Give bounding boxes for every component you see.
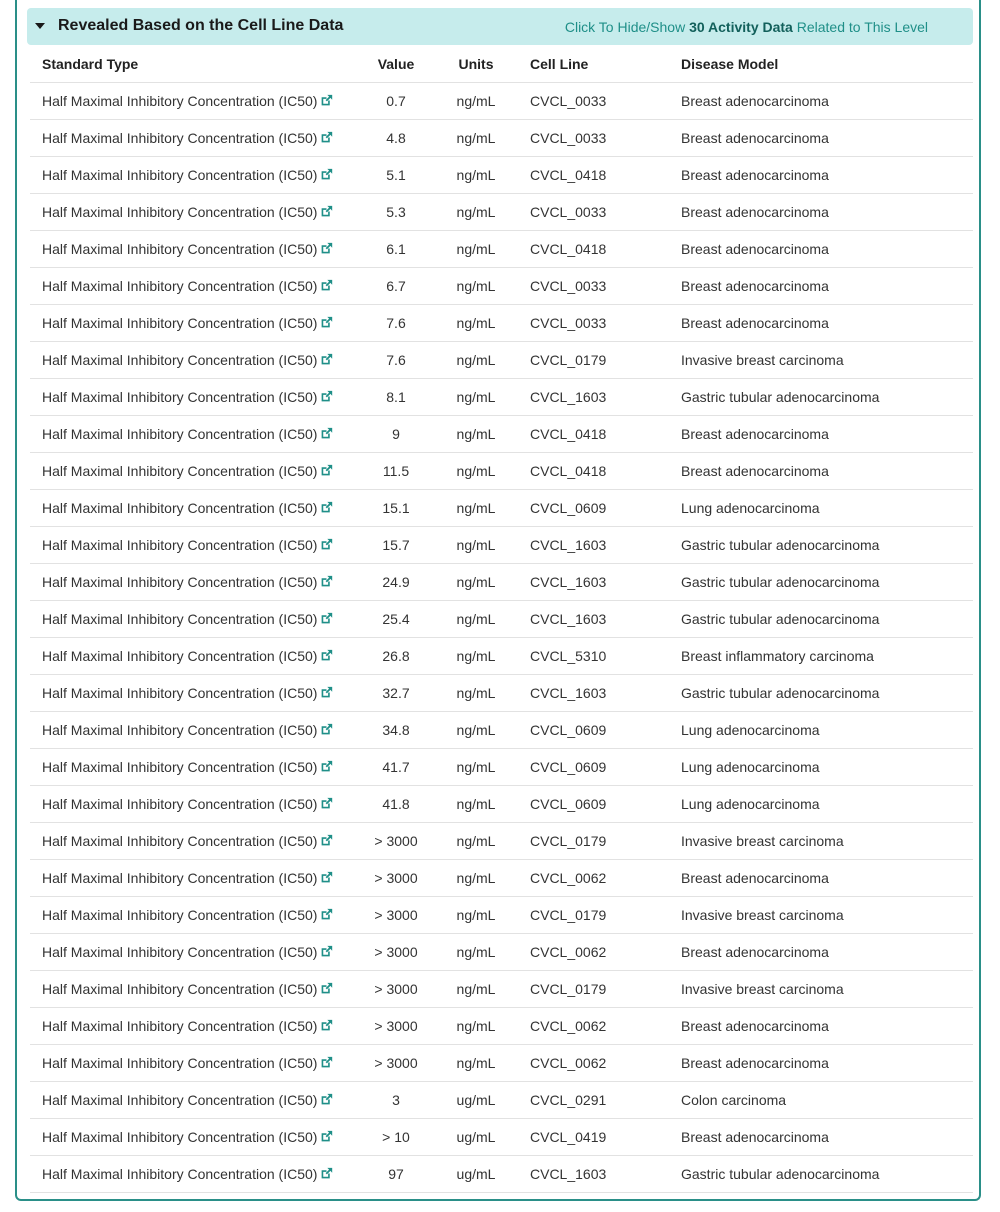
- cell-disease-model: Invasive breast carcinoma: [681, 971, 973, 1008]
- standard-type-link[interactable]: Half Maximal Inhibitory Concentration (IC50): [42, 277, 318, 294]
- cell-standard-type: [30, 453, 366, 490]
- table-header-row: [30, 45, 973, 83]
- external-link-icon[interactable]: [320, 797, 333, 813]
- external-link-icon[interactable]: [320, 205, 333, 221]
- external-link-icon[interactable]: [320, 649, 333, 665]
- cell-units: ng/mL: [426, 379, 526, 416]
- cell-standard-type: [30, 897, 366, 934]
- standard-type-link[interactable]: Half Maximal Inhibitory Concentration (IC50): [42, 499, 318, 516]
- cell-standard-type: [30, 490, 366, 527]
- cell-cell-line: CVCL_0609: [526, 749, 681, 786]
- table-row: [30, 1082, 973, 1119]
- standard-type-link[interactable]: Half Maximal Inhibitory Concentration (IC50): [42, 425, 318, 442]
- cell-disease-model: Breast adenocarcinoma: [681, 1045, 973, 1082]
- cell-disease-model: Gastric tubular adenocarcinoma: [681, 1156, 973, 1193]
- standard-type-link[interactable]: Half Maximal Inhibitory Concentration (IC50): [42, 314, 318, 331]
- cell-value: > 3000: [366, 971, 426, 1008]
- cell-standard-type: [30, 342, 366, 379]
- cell-cell-line: CVCL_0033: [526, 83, 681, 120]
- cell-value: 9: [366, 416, 426, 453]
- cell-disease-model: Breast adenocarcinoma: [681, 194, 973, 231]
- cell-units: ng/mL: [426, 194, 526, 231]
- section-title: Revealed Based on the Cell Line Data: [58, 17, 344, 34]
- header-cell-line: Cell Line: [526, 45, 681, 83]
- table-row: [30, 934, 973, 971]
- cell-standard-type: [30, 157, 366, 194]
- cell-disease-model: Colon carcinoma: [681, 1082, 973, 1119]
- toggle-count: 30 Activity Data: [689, 19, 793, 35]
- external-link-icon[interactable]: [320, 612, 333, 628]
- table-row: [30, 157, 973, 194]
- cell-units: ng/mL: [426, 1045, 526, 1082]
- cell-cell-line: CVCL_0418: [526, 231, 681, 268]
- cell-disease-model: Gastric tubular adenocarcinoma: [681, 379, 973, 416]
- cell-disease-model: Gastric tubular adenocarcinoma: [681, 564, 973, 601]
- table-row: [30, 490, 973, 527]
- activity-table: [30, 45, 973, 1193]
- cell-cell-line: CVCL_0062: [526, 1008, 681, 1045]
- cell-standard-type: [30, 231, 366, 268]
- external-link-icon[interactable]: [320, 131, 333, 147]
- table-row: [30, 231, 973, 268]
- cell-disease-model: Lung adenocarcinoma: [681, 490, 973, 527]
- cell-standard-type: [30, 1045, 366, 1082]
- cell-value: 5.1: [366, 157, 426, 194]
- table-row: [30, 749, 973, 786]
- cell-disease-model: Invasive breast carcinoma: [681, 897, 973, 934]
- cell-value: > 3000: [366, 1008, 426, 1045]
- external-link-icon[interactable]: [320, 871, 333, 887]
- standard-type-link[interactable]: Half Maximal Inhibitory Concentration (IC50): [42, 351, 318, 368]
- external-link-icon[interactable]: [320, 834, 333, 850]
- cell-cell-line: CVCL_0179: [526, 971, 681, 1008]
- cell-standard-type: [30, 305, 366, 342]
- cell-value: > 3000: [366, 860, 426, 897]
- external-link-icon[interactable]: [320, 1056, 333, 1072]
- cell-disease-model: Breast adenocarcinoma: [681, 1008, 973, 1045]
- cell-value: 41.7: [366, 749, 426, 786]
- table-row: [30, 527, 973, 564]
- external-link-icon[interactable]: [320, 464, 333, 480]
- cell-cell-line: CVCL_0418: [526, 157, 681, 194]
- table-row: [30, 379, 973, 416]
- cell-units: ng/mL: [426, 231, 526, 268]
- cell-disease-model: Breast inflammatory carcinoma: [681, 638, 973, 675]
- cell-units: ng/mL: [426, 675, 526, 712]
- header-disease-model: Disease Model: [681, 45, 973, 83]
- cell-cell-line: CVCL_1603: [526, 527, 681, 564]
- cell-cell-line: CVCL_0609: [526, 786, 681, 823]
- cell-standard-type: [30, 601, 366, 638]
- cell-cell-line: CVCL_0609: [526, 490, 681, 527]
- cell-units: ng/mL: [426, 712, 526, 749]
- cell-units: ng/mL: [426, 823, 526, 860]
- external-link-icon[interactable]: [320, 279, 333, 295]
- table-row: [30, 194, 973, 231]
- standard-type-link[interactable]: Half Maximal Inhibitory Concentration (IC50): [42, 832, 318, 849]
- standard-type-link[interactable]: Half Maximal Inhibitory Concentration (IC50): [42, 610, 318, 627]
- standard-type-link[interactable]: Half Maximal Inhibitory Concentration (IC50): [42, 166, 318, 183]
- cell-value: > 3000: [366, 823, 426, 860]
- cell-standard-type: [30, 194, 366, 231]
- cell-value: 34.8: [366, 712, 426, 749]
- table-row: [30, 1156, 973, 1193]
- cell-value: 7.6: [366, 342, 426, 379]
- cell-value: 41.8: [366, 786, 426, 823]
- cell-units: ng/mL: [426, 490, 526, 527]
- standard-type-link[interactable]: Half Maximal Inhibitory Concentration (IC50): [42, 721, 318, 738]
- cell-cell-line: CVCL_1603: [526, 379, 681, 416]
- table-row: [30, 638, 973, 675]
- cell-disease-model: Breast adenocarcinoma: [681, 157, 973, 194]
- cell-standard-type: [30, 638, 366, 675]
- table-row: [30, 1008, 973, 1045]
- external-link-icon[interactable]: [320, 1019, 333, 1035]
- cell-value: > 3000: [366, 934, 426, 971]
- cell-value: 8.1: [366, 379, 426, 416]
- cell-standard-type: [30, 934, 366, 971]
- cell-cell-line: CVCL_0609: [526, 712, 681, 749]
- cell-disease-model: Breast adenocarcinoma: [681, 120, 973, 157]
- cell-units: ng/mL: [426, 786, 526, 823]
- cell-units: ng/mL: [426, 416, 526, 453]
- cell-value: 25.4: [366, 601, 426, 638]
- external-link-icon[interactable]: [320, 501, 333, 517]
- table-row: [30, 860, 973, 897]
- cell-value: 0.7: [366, 83, 426, 120]
- cell-value: 3: [366, 1082, 426, 1119]
- external-link-icon[interactable]: [320, 945, 333, 961]
- external-link-icon[interactable]: [320, 982, 333, 998]
- cell-value: 26.8: [366, 638, 426, 675]
- cell-standard-type: [30, 823, 366, 860]
- standard-type-link[interactable]: Half Maximal Inhibitory Concentration (IC50): [42, 795, 318, 812]
- cell-units: ng/mL: [426, 157, 526, 194]
- standard-type-link[interactable]: Half Maximal Inhibitory Concentration (IC50): [42, 758, 318, 775]
- standard-type-link[interactable]: Half Maximal Inhibitory Concentration (IC50): [42, 906, 318, 923]
- cell-cell-line: CVCL_1603: [526, 1156, 681, 1193]
- cell-value: 32.7: [366, 675, 426, 712]
- cell-standard-type: [30, 1008, 366, 1045]
- standard-type-link[interactable]: Half Maximal Inhibitory Concentration (IC50): [42, 1054, 318, 1071]
- table-row: [30, 564, 973, 601]
- cell-standard-type: [30, 675, 366, 712]
- cell-units: ng/mL: [426, 83, 526, 120]
- external-link-icon[interactable]: [320, 353, 333, 369]
- table-row: [30, 453, 973, 490]
- cell-standard-type: [30, 749, 366, 786]
- cell-value: 7.6: [366, 305, 426, 342]
- cell-units: ug/mL: [426, 1119, 526, 1156]
- external-link-icon[interactable]: [320, 575, 333, 591]
- cell-value: > 10: [366, 1119, 426, 1156]
- table-row: [30, 823, 973, 860]
- table-body: [30, 83, 973, 1193]
- cell-disease-model: Lung adenocarcinoma: [681, 749, 973, 786]
- cell-cell-line: CVCL_0062: [526, 860, 681, 897]
- cell-cell-line: CVCL_0033: [526, 305, 681, 342]
- section-header[interactable]: [27, 8, 973, 45]
- toggle-suffix: Related to This Level: [792, 19, 928, 35]
- table-row: [30, 342, 973, 379]
- external-link-icon[interactable]: [320, 1130, 333, 1146]
- header-value: Value: [366, 45, 426, 83]
- standard-type-link[interactable]: Half Maximal Inhibitory Concentration (IC50): [42, 573, 318, 590]
- cell-standard-type: [30, 527, 366, 564]
- cell-value: 97: [366, 1156, 426, 1193]
- cell-disease-model: Invasive breast carcinoma: [681, 823, 973, 860]
- cell-units: ng/mL: [426, 601, 526, 638]
- standard-type-link[interactable]: Half Maximal Inhibitory Concentration (IC50): [42, 203, 318, 220]
- cell-standard-type: [30, 120, 366, 157]
- cell-units: ng/mL: [426, 749, 526, 786]
- cell-units: ng/mL: [426, 638, 526, 675]
- header-units: Units: [426, 45, 526, 83]
- cell-standard-type: [30, 1156, 366, 1193]
- header-standard-type: Standard Type: [30, 45, 366, 83]
- cell-cell-line: CVCL_0179: [526, 823, 681, 860]
- external-link-icon[interactable]: [320, 316, 333, 332]
- cell-value: 15.7: [366, 527, 426, 564]
- cell-value: 6.7: [366, 268, 426, 305]
- cell-units: ng/mL: [426, 564, 526, 601]
- table-row: [30, 971, 973, 1008]
- toggle-prefix: Click To Hide/Show: [564, 19, 690, 35]
- cell-units: ng/mL: [426, 897, 526, 934]
- cell-cell-line: CVCL_1603: [526, 601, 681, 638]
- table-row: [30, 83, 973, 120]
- standard-type-link[interactable]: Half Maximal Inhibitory Concentration (IC50): [42, 1017, 318, 1034]
- cell-standard-type: [30, 786, 366, 823]
- standard-type-link[interactable]: Half Maximal Inhibitory Concentration (IC50): [42, 129, 318, 146]
- standard-type-link[interactable]: Half Maximal Inhibitory Concentration (IC50): [42, 684, 318, 701]
- cell-disease-model: Breast adenocarcinoma: [681, 231, 973, 268]
- cell-units: ng/mL: [426, 860, 526, 897]
- external-link-icon[interactable]: [320, 242, 333, 258]
- cell-disease-model: Breast adenocarcinoma: [681, 83, 973, 120]
- standard-type-link[interactable]: Half Maximal Inhibitory Concentration (IC50): [42, 647, 318, 664]
- cell-units: ug/mL: [426, 1082, 526, 1119]
- external-link-icon[interactable]: [320, 94, 333, 110]
- cell-cell-line: CVCL_0291: [526, 1082, 681, 1119]
- cell-cell-line: CVCL_0179: [526, 342, 681, 379]
- table-row: [30, 1119, 973, 1156]
- cell-units: ng/mL: [426, 120, 526, 157]
- standard-type-link[interactable]: Half Maximal Inhibitory Concentration (IC50): [42, 462, 318, 479]
- external-link-icon[interactable]: [320, 1093, 333, 1109]
- cell-value: > 3000: [366, 1045, 426, 1082]
- cell-disease-model: Breast adenocarcinoma: [681, 453, 973, 490]
- cell-value: 24.9: [366, 564, 426, 601]
- cell-value: > 3000: [366, 897, 426, 934]
- cell-disease-model: Breast adenocarcinoma: [681, 1119, 973, 1156]
- cell-units: ng/mL: [426, 305, 526, 342]
- caret-down-icon[interactable]: [35, 23, 45, 29]
- cell-cell-line: CVCL_0179: [526, 897, 681, 934]
- cell-disease-model: Breast adenocarcinoma: [681, 416, 973, 453]
- cell-disease-model: Gastric tubular adenocarcinoma: [681, 601, 973, 638]
- cell-standard-type: [30, 712, 366, 749]
- cell-disease-model: Invasive breast carcinoma: [681, 342, 973, 379]
- cell-standard-type: [30, 1119, 366, 1156]
- cell-standard-type: [30, 971, 366, 1008]
- cell-units: ng/mL: [426, 527, 526, 564]
- cell-value: 4.8: [366, 120, 426, 157]
- standard-type-link[interactable]: Half Maximal Inhibitory Concentration (IC50): [42, 869, 318, 886]
- cell-units: ng/mL: [426, 971, 526, 1008]
- cell-cell-line: CVCL_0033: [526, 194, 681, 231]
- table-row: [30, 268, 973, 305]
- cell-disease-model: Gastric tubular adenocarcinoma: [681, 527, 973, 564]
- table-row: [30, 1045, 973, 1082]
- cell-standard-type: [30, 416, 366, 453]
- cell-standard-type: [30, 564, 366, 601]
- cell-cell-line: CVCL_0062: [526, 1045, 681, 1082]
- cell-cell-line: CVCL_1603: [526, 675, 681, 712]
- standard-type-link[interactable]: Half Maximal Inhibitory Concentration (IC50): [42, 92, 318, 109]
- cell-cell-line: CVCL_1603: [526, 564, 681, 601]
- cell-cell-line: CVCL_0418: [526, 453, 681, 490]
- cell-standard-type: [30, 860, 366, 897]
- cell-disease-model: Breast adenocarcinoma: [681, 934, 973, 971]
- table-row: [30, 712, 973, 749]
- external-link-icon[interactable]: [320, 427, 333, 443]
- cell-value: 5.3: [366, 194, 426, 231]
- table-row: [30, 120, 973, 157]
- table-row: [30, 786, 973, 823]
- cell-units: ng/mL: [426, 342, 526, 379]
- standard-type-link[interactable]: Half Maximal Inhibitory Concentration (IC50): [42, 1165, 318, 1182]
- external-link-icon[interactable]: [320, 538, 333, 554]
- standard-type-link[interactable]: Half Maximal Inhibitory Concentration (IC50): [42, 1091, 318, 1108]
- cell-disease-model: Lung adenocarcinoma: [681, 786, 973, 823]
- external-link-icon[interactable]: [320, 1167, 333, 1183]
- cell-disease-model: Breast adenocarcinoma: [681, 268, 973, 305]
- cell-value: 15.1: [366, 490, 426, 527]
- cell-units: ng/mL: [426, 453, 526, 490]
- cell-units: ng/mL: [426, 934, 526, 971]
- standard-type-link[interactable]: Half Maximal Inhibitory Concentration (IC50): [42, 388, 318, 405]
- cell-cell-line: CVCL_0418: [526, 416, 681, 453]
- cell-standard-type: [30, 268, 366, 305]
- external-link-icon[interactable]: [320, 168, 333, 184]
- toggle-activity-link[interactable]: [565, 19, 928, 35]
- cell-cell-line: CVCL_5310: [526, 638, 681, 675]
- external-link-icon[interactable]: [320, 686, 333, 702]
- cell-disease-model: Lung adenocarcinoma: [681, 712, 973, 749]
- external-link-icon[interactable]: [320, 390, 333, 406]
- table-row: [30, 897, 973, 934]
- cell-units: ng/mL: [426, 268, 526, 305]
- cell-standard-type: [30, 83, 366, 120]
- cell-value: 11.5: [366, 453, 426, 490]
- cell-disease-model: Gastric tubular adenocarcinoma: [681, 675, 973, 712]
- standard-type-link[interactable]: Half Maximal Inhibitory Concentration (IC50): [42, 980, 318, 997]
- cell-disease-model: Breast adenocarcinoma: [681, 860, 973, 897]
- standard-type-link[interactable]: Half Maximal Inhibitory Concentration (IC50): [42, 536, 318, 553]
- standard-type-link[interactable]: Half Maximal Inhibitory Concentration (IC50): [42, 240, 318, 257]
- external-link-icon[interactable]: [320, 723, 333, 739]
- table-row: [30, 305, 973, 342]
- standard-type-link[interactable]: Half Maximal Inhibitory Concentration (IC50): [42, 1128, 318, 1145]
- external-link-icon[interactable]: [320, 908, 333, 924]
- table-row: [30, 416, 973, 453]
- cell-units: ug/mL: [426, 1156, 526, 1193]
- cell-standard-type: [30, 1082, 366, 1119]
- cell-cell-line: CVCL_0033: [526, 268, 681, 305]
- table-row: [30, 675, 973, 712]
- cell-units: ng/mL: [426, 1008, 526, 1045]
- standard-type-link[interactable]: Half Maximal Inhibitory Concentration (IC50): [42, 943, 318, 960]
- cell-cell-line: CVCL_0419: [526, 1119, 681, 1156]
- cell-standard-type: [30, 379, 366, 416]
- cell-cell-line: CVCL_0062: [526, 934, 681, 971]
- table-row: [30, 601, 973, 638]
- cell-value: 6.1: [366, 231, 426, 268]
- external-link-icon[interactable]: [320, 760, 333, 776]
- cell-cell-line: CVCL_0033: [526, 120, 681, 157]
- cell-disease-model: Breast adenocarcinoma: [681, 305, 973, 342]
